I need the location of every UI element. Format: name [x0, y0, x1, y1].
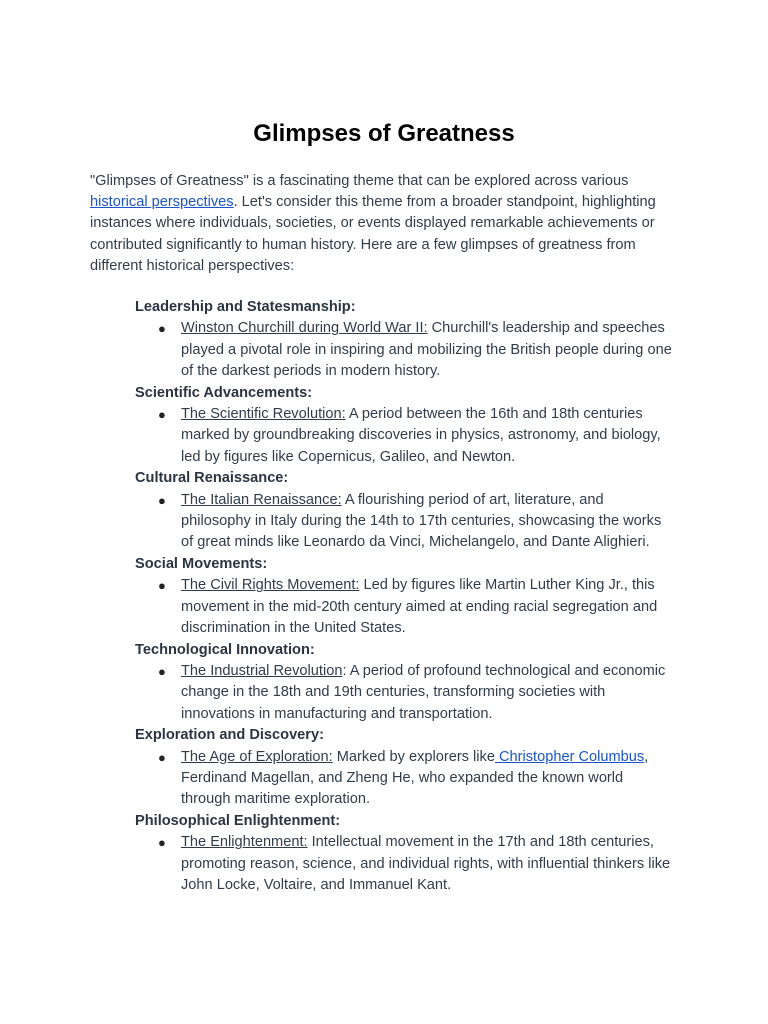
list-item: [135, 661, 675, 725]
bullet-list: [135, 832, 695, 896]
christopher-columbus-link[interactable]: Christopher Columbus: [494, 748, 645, 765]
section-heading: Exploration and Discovery:: [135, 727, 324, 744]
bullet-list: [135, 747, 695, 811]
section-heading: Technological Innovation:: [135, 641, 315, 658]
intro-text-end: . Let's consider this theme from a broader standpoint, highlighting instances where individuals, societies, or events displayed remarkable achievements or contributed significantly to human history. Here are a few glimpses of greatness from different historical perspectives:: [90, 194, 656, 274]
item-title: Winston Churchill during World War II:: [181, 320, 428, 337]
list-item: [135, 575, 675, 639]
bullet-icon: ●: [158, 407, 166, 423]
section-heading: Philosophical Enlightenment:: [135, 812, 341, 829]
item-description: A period between the 16th and 18th centuries marked by groundbreaking discoveries in physics, astronomy, and biology, led by figures like Copernicus, Galileo, and Newton.: [181, 406, 661, 465]
section-heading: Leadership and Statesmanship:: [135, 299, 356, 315]
bullet-list: [135, 404, 695, 468]
item-title: The Scientific Revolution:: [181, 406, 346, 423]
list-item: [135, 318, 675, 382]
section-heading: Scientific Advancements:: [135, 384, 313, 401]
list-item: [135, 747, 675, 811]
section-heading: Cultural Renaissance:: [135, 470, 289, 487]
section-social: [135, 554, 695, 640]
section-leadership: [135, 297, 695, 383]
list-item: [135, 490, 675, 554]
item-title: The Civil Rights Movement:: [181, 577, 360, 594]
item-title: The Age of Exploration:: [181, 748, 333, 765]
section-cultural: [135, 468, 695, 554]
bullet-icon: ●: [158, 492, 166, 508]
intro-paragraph: [90, 171, 685, 277]
list-item: [135, 404, 675, 468]
bullet-icon: ●: [158, 663, 166, 679]
bullet-icon: ●: [158, 835, 166, 851]
item-description: Intellectual movement in the 17th and 18th centuries, promoting reason, science, and individual rights, with influential thinkers like John Locke, Voltaire, and Immanuel Kant.: [181, 834, 671, 893]
section-scientific: [135, 383, 695, 469]
intro-text-start: "Glimpses of Greatness" is a fascinating theme that can be explored across various: [90, 173, 629, 189]
item-title: The Industrial Revolution: [181, 662, 343, 679]
section-heading: Social Movements:: [135, 555, 268, 572]
item-description: : A period of profound technological and economic change in the 18th and 19th centuries, transforming societies with innovations in manufacturing and transportation.: [181, 662, 666, 722]
bullet-list: [135, 318, 695, 382]
section-philosophical: [135, 811, 695, 897]
sections-list: [135, 297, 695, 896]
item-title: The Italian Renaissance:: [181, 491, 342, 508]
section-technological: [135, 640, 695, 726]
bullet-icon: ●: [158, 321, 166, 337]
bullet-list: [135, 575, 695, 639]
historical-perspectives-link[interactable]: historical perspectives: [90, 194, 234, 211]
item-description: Marked by explorers like: [332, 748, 495, 765]
bullet-list: [135, 661, 695, 725]
page-title: Glimpses of Greatness: [253, 120, 515, 147]
bullet-icon: ●: [158, 578, 166, 594]
item-description: Churchill's leadership and speeches played a pivotal role in inspiring and mobilizing the British people during one of the darkest periods in modern history.: [181, 320, 672, 380]
item-description: Led by figures like Martin Luther King Jr., this movement in the mid-20th century aimed at ending racial segregation and discrimination in the United States.: [181, 577, 658, 637]
item-description: A flourishing period of art, literature, and philosophy in Italy during the 14th to 17th centuries, showcasing the works of great minds like Leonardo da Vinci, Michelangelo, and Dante Alighieri.: [181, 491, 662, 551]
item-title: The Enlightenment:: [181, 834, 308, 851]
item-description-end: , Ferdinand Magellan, and Zheng He, who expanded the known world through maritime exploration.: [181, 748, 649, 808]
section-exploration: [135, 725, 695, 811]
bullet-icon: ●: [158, 749, 166, 765]
list-item: [135, 832, 675, 896]
bullet-list: [135, 490, 695, 554]
